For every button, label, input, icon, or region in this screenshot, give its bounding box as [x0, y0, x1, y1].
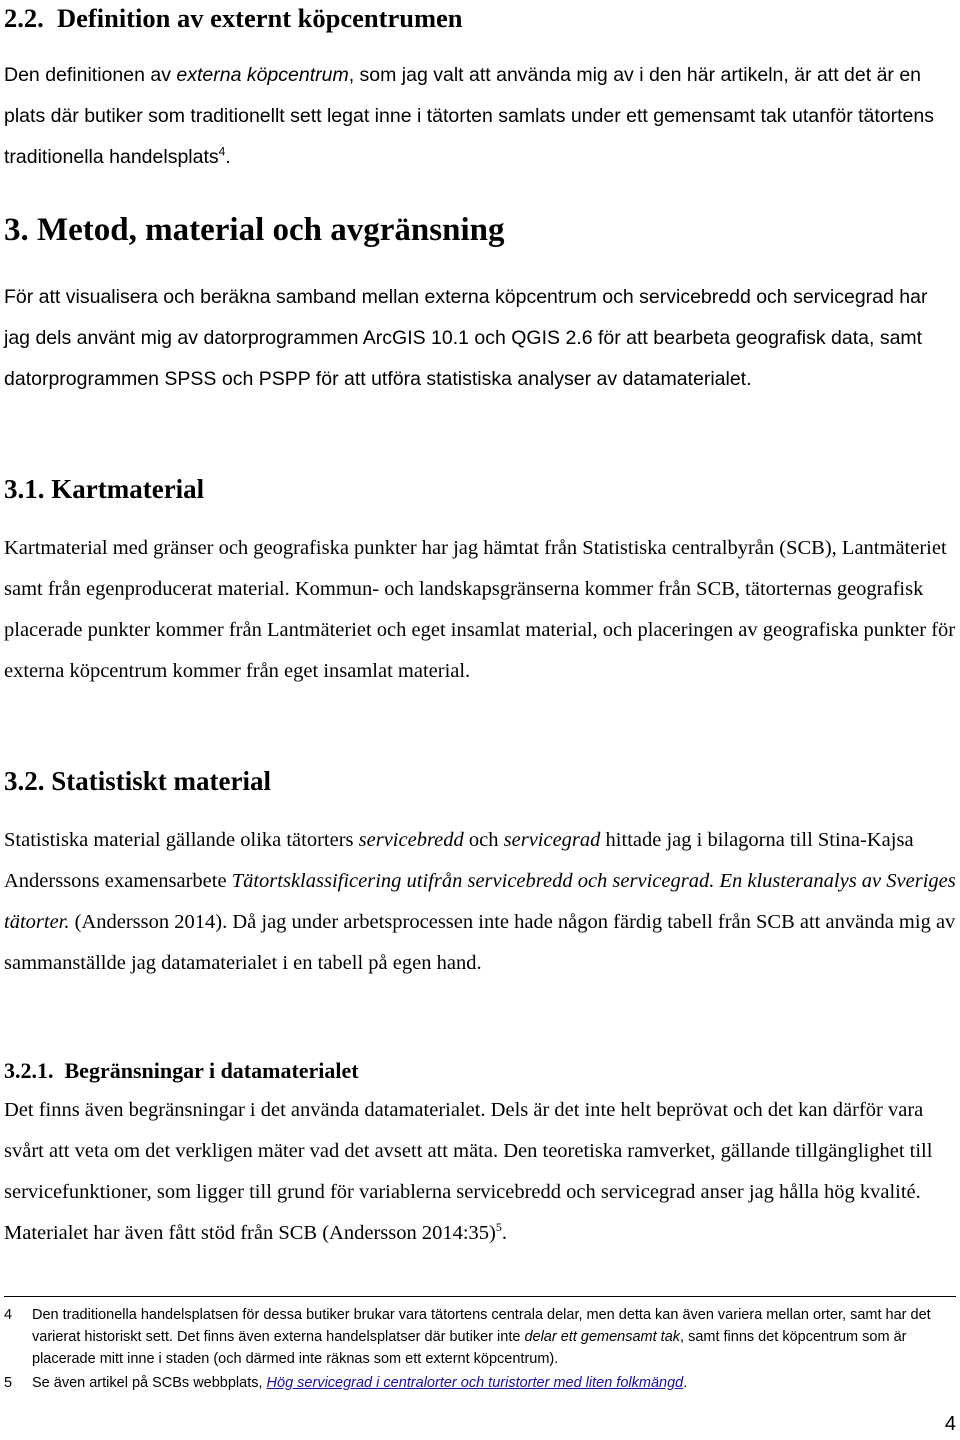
section-number: 3.1. — [4, 474, 45, 504]
section-3-heading — [4, 210, 504, 250]
paragraph-text: . — [501, 1222, 508, 1244]
footnote-text: . — [683, 1375, 688, 1391]
footnote-text: Den traditionella handelsplatsen för dessa butiker brukar vara tätortens centrala delar, men detta kan även variera mellan orter, samt har det varierat historiskt sett. Det finns även externa handelsplatser där butiker inte — [32, 1307, 931, 1345]
paragraph-text: Det finns även begränsningar i det använda datamaterialet. Dels är det inte helt beprövat och det kan därför vara svårt att veta om det verkligen mäter vad det avsett att mäta. Den teoretiska ramverket, gällande tillgänglighet till servicefunktioner, som ligger till grund för variablerna servicebredd och servicegrad anser jag hålla hög kvalité. Materialet har även fått stöd från SCB (Andersson 2014:35) — [4, 1099, 933, 1244]
section-title: Metod, material och avgränsning — [37, 212, 505, 248]
emphasis-text: externa köpcentrum — [176, 64, 349, 86]
section-3-1-heading — [4, 472, 204, 506]
statistics-paragraph — [4, 820, 956, 984]
section-number: 3. — [4, 212, 29, 248]
footnote-text: Se även artikel på SCBs webbplats, — [32, 1375, 267, 1391]
footnotes — [4, 1304, 956, 1394]
paragraph-text: . — [225, 146, 231, 168]
section-number: 2.2. — [4, 3, 44, 33]
paragraph-text: Då jag under arbetsprocessen inte hade någon färdig tabell från SCB att använda mig av sammanställde jag datamaterialet i en tabell på egen hand. — [4, 911, 956, 974]
footnote-separator — [4, 1296, 956, 1297]
paragraph-text: , som jag valt att använda mig av i den här artikeln, är att det är en plats där butiker som traditionellt sett legat inne i tätorten samlats under ett gemensamt tak utanför tätortens traditionella handelsplats — [4, 64, 934, 168]
section-title: Statistiskt material — [51, 766, 271, 796]
footnote-text: , samt finns det köpcentrum som är placerade mitt inne i staden (och därmed inte räknas som ett externt köpcentrum). — [32, 1329, 907, 1367]
footnote-ref-4[interactable]: 4 — [218, 144, 226, 159]
emphasis-text: servicebredd — [358, 829, 464, 851]
emphasis-text: delar ett gemensamt tak — [524, 1329, 681, 1345]
paragraph-text: Den definitionen av — [4, 64, 177, 86]
section-title: Begränsningar i datamaterialet — [64, 1058, 359, 1083]
footnote-ref-5[interactable]: 5 — [495, 1220, 502, 1235]
section-3-2-heading — [4, 764, 271, 798]
footnote-number: 5 — [4, 1375, 13, 1391]
limitations-paragraph — [4, 1090, 956, 1254]
paragraph-text: hittade jag i bilagorna till Stina-Kajsa Anderssons examensarbete — [4, 829, 914, 892]
paragraph-text: och — [463, 829, 504, 851]
emphasis-text: servicegrad — [503, 829, 601, 851]
footnote-number: 4 — [4, 1307, 13, 1323]
citation-text: (Andersson 2014). — [69, 911, 233, 933]
paragraph-text: Statistiska material gällande olika tätorters — [4, 829, 359, 851]
section-number: 3.2. — [4, 766, 45, 796]
page-number: 4 — [944, 1413, 956, 1435]
section-title: Definition av externt köpcentrumen — [57, 3, 463, 33]
section-title: Kartmaterial — [51, 474, 205, 504]
thesis-title: Tätortsklassificering utifrån servicebredd och servicegrad. En klusteranalys av Sveriges tätorter. — [4, 870, 956, 933]
footnote-4 — [4, 1304, 956, 1370]
section-number: 3.2.1. — [4, 1058, 54, 1083]
definition-paragraph — [4, 55, 956, 178]
section-3-2-1-heading — [4, 1056, 359, 1086]
section-2-2-heading — [4, 2, 463, 34]
method-paragraph: För att visualisera och beräkna samband mellan externa köpcentrum och servicebredd och servicegrad har jag dels använt mig av datorprogrammen ArcGIS 10.1 och QGIS 2.6 för att bearbeta geografisk data, samt datorprogrammen SPSS och PSPP för att utföra statistiska analyser av datamaterialet. — [4, 286, 928, 390]
map-material-paragraph: Kartmaterial med gränser och geografiska punkter har jag hämtat från Statistiska centralbyrån (SCB), Lantmäteriet samt från egenproducerat material. Kommun- och landskapsgränserna kommer från SCB, tätorternas geografisk placerade punkter kommer från Lantmäteriet och eget insamlat material, och placeringen av geografiska punkter för externa köpcentrum kommer från eget insamlat material. — [4, 537, 956, 682]
scb-article-link[interactable]: Hög servicegrad i centralorter och turistorter med liten folkmängd — [266, 1375, 684, 1391]
footnote-5 — [4, 1372, 956, 1394]
